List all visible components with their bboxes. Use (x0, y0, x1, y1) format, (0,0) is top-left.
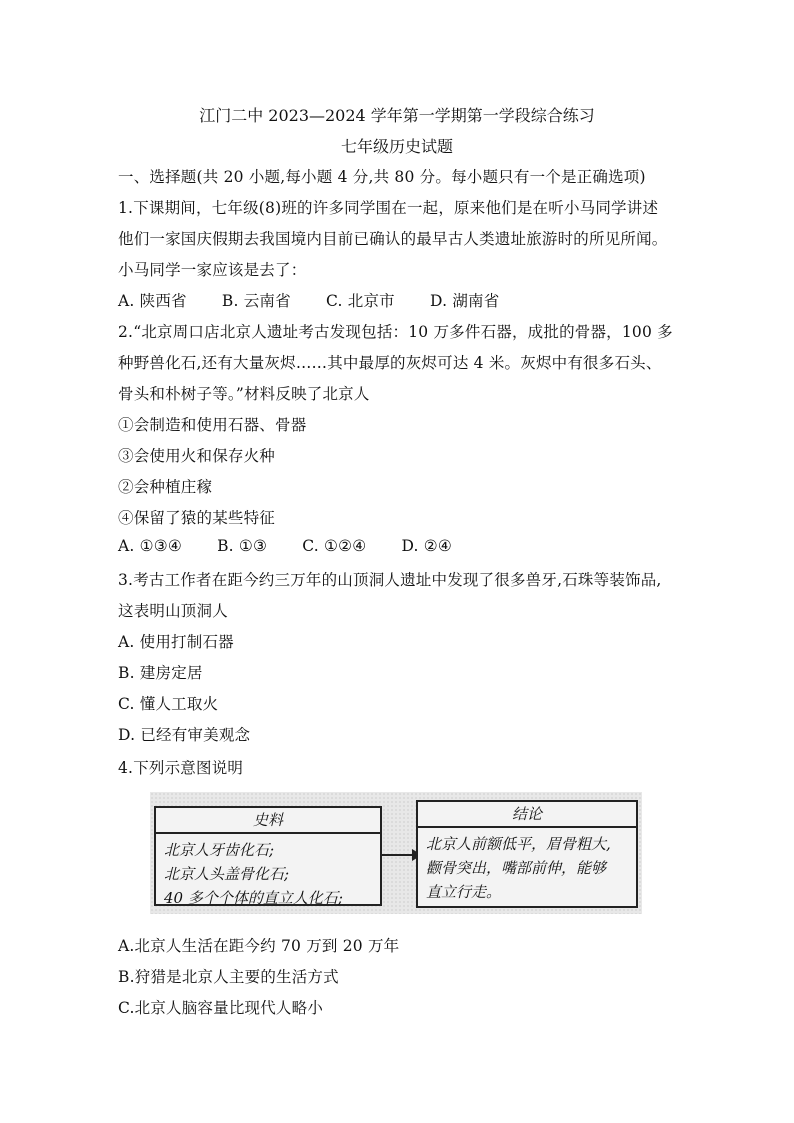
arrow-line (382, 854, 414, 856)
q4-option-a[interactable]: A.北京人生活在距今约 70 万到 20 万年 (118, 937, 400, 955)
q2-item: ②会种植庄稼 (118, 478, 213, 496)
q1-option-b[interactable]: B. 云南省 (221, 292, 291, 310)
q4-option-c[interactable]: C.北京人脑容量比现代人略小 (118, 999, 324, 1017)
source-line: 北京人头盖骨化石; (164, 865, 290, 883)
q4-diagram (150, 792, 642, 914)
conclusion-line: 北京人前额低平，眉骨粗大, (426, 835, 611, 853)
conclusion-box (416, 800, 638, 908)
source-box (154, 806, 382, 906)
q1-line: 他们一家国庆假期去我国境内目前已确认的最早古人类遗址旅游时的所见所闻。 (118, 230, 668, 248)
q1-option-d[interactable]: D. 湖南省 (430, 292, 500, 310)
q2-options (118, 537, 482, 555)
q2-option-a[interactable]: A. ①③④ (118, 537, 182, 555)
conclusion-line: 颧骨突出，嘴部前伸，能够 (426, 859, 607, 877)
q2-option-d[interactable]: D. ②④ (401, 537, 452, 555)
section-heading: 一、选择题(共 20 小题,每小题 4 分,共 80 分。每小题只有一个是正确选项) (118, 168, 646, 186)
q1-option-c[interactable]: C. 北京市 (325, 292, 395, 310)
q3-option-b[interactable]: B. 建房定居 (118, 664, 203, 682)
q4-stem: 4.下列示意图说明 (118, 759, 244, 777)
q2-line: 骨头和朴树子等。”材料反映了北京人 (118, 385, 370, 403)
q2-option-c[interactable]: C. ①②④ (302, 537, 367, 555)
exam-title: 江门二中 2023—2024 学年第一学期第一学段综合练习 (199, 106, 595, 125)
q3-option-c[interactable]: C. 懂人工取火 (118, 695, 219, 713)
q3-line: 这表明山顶洞人 (118, 602, 228, 620)
q1-options (118, 289, 529, 311)
conclusion-line: 直立行走。 (426, 883, 502, 901)
q2-line: 种野兽化石,还有大量灰烬……其中最厚的灰烬可达 4 米。灰烬中有很多石头、 (118, 354, 662, 372)
source-line: 北京人牙齿化石; (164, 841, 275, 859)
q2-line: 2.“北京周口店北京人遗址考古发现包括：10 万多件石器，成批的骨器，100 多 (118, 323, 673, 341)
q3-line: 3.考古工作者在距今约三万年的山顶洞人遗址中发现了很多兽牙,石珠等装饰品, (118, 571, 662, 589)
q1-line: 1.下课期间，七年级(8)班的许多同学围在一起，原来他们是在听小马同学讲述 (118, 199, 659, 217)
q2-item: ③会使用火和保存火种 (118, 447, 276, 465)
source-box-title: 史料 (156, 808, 380, 834)
conclusion-box-title: 结论 (418, 802, 636, 828)
q4-option-b[interactable]: B.狩猎是北京人主要的生活方式 (118, 968, 339, 986)
q1-line: 小马同学一家应该是去了： (118, 261, 307, 279)
q1-option-a[interactable]: A. 陕西省 (118, 292, 187, 310)
q2-item: ④保留了猿的某些特征 (118, 509, 276, 527)
q2-item: ①会制造和使用石器、骨器 (118, 416, 307, 434)
q2-option-b[interactable]: B. ①③ (217, 537, 268, 555)
q3-option-d[interactable]: D. 已经有审美观念 (118, 726, 251, 744)
exam-subtitle: 七年级历史试题 (340, 137, 453, 156)
source-line: 40 多个个体的直立人化石; (164, 889, 343, 907)
q3-option-a[interactable]: A. 使用打制石器 (118, 633, 234, 651)
